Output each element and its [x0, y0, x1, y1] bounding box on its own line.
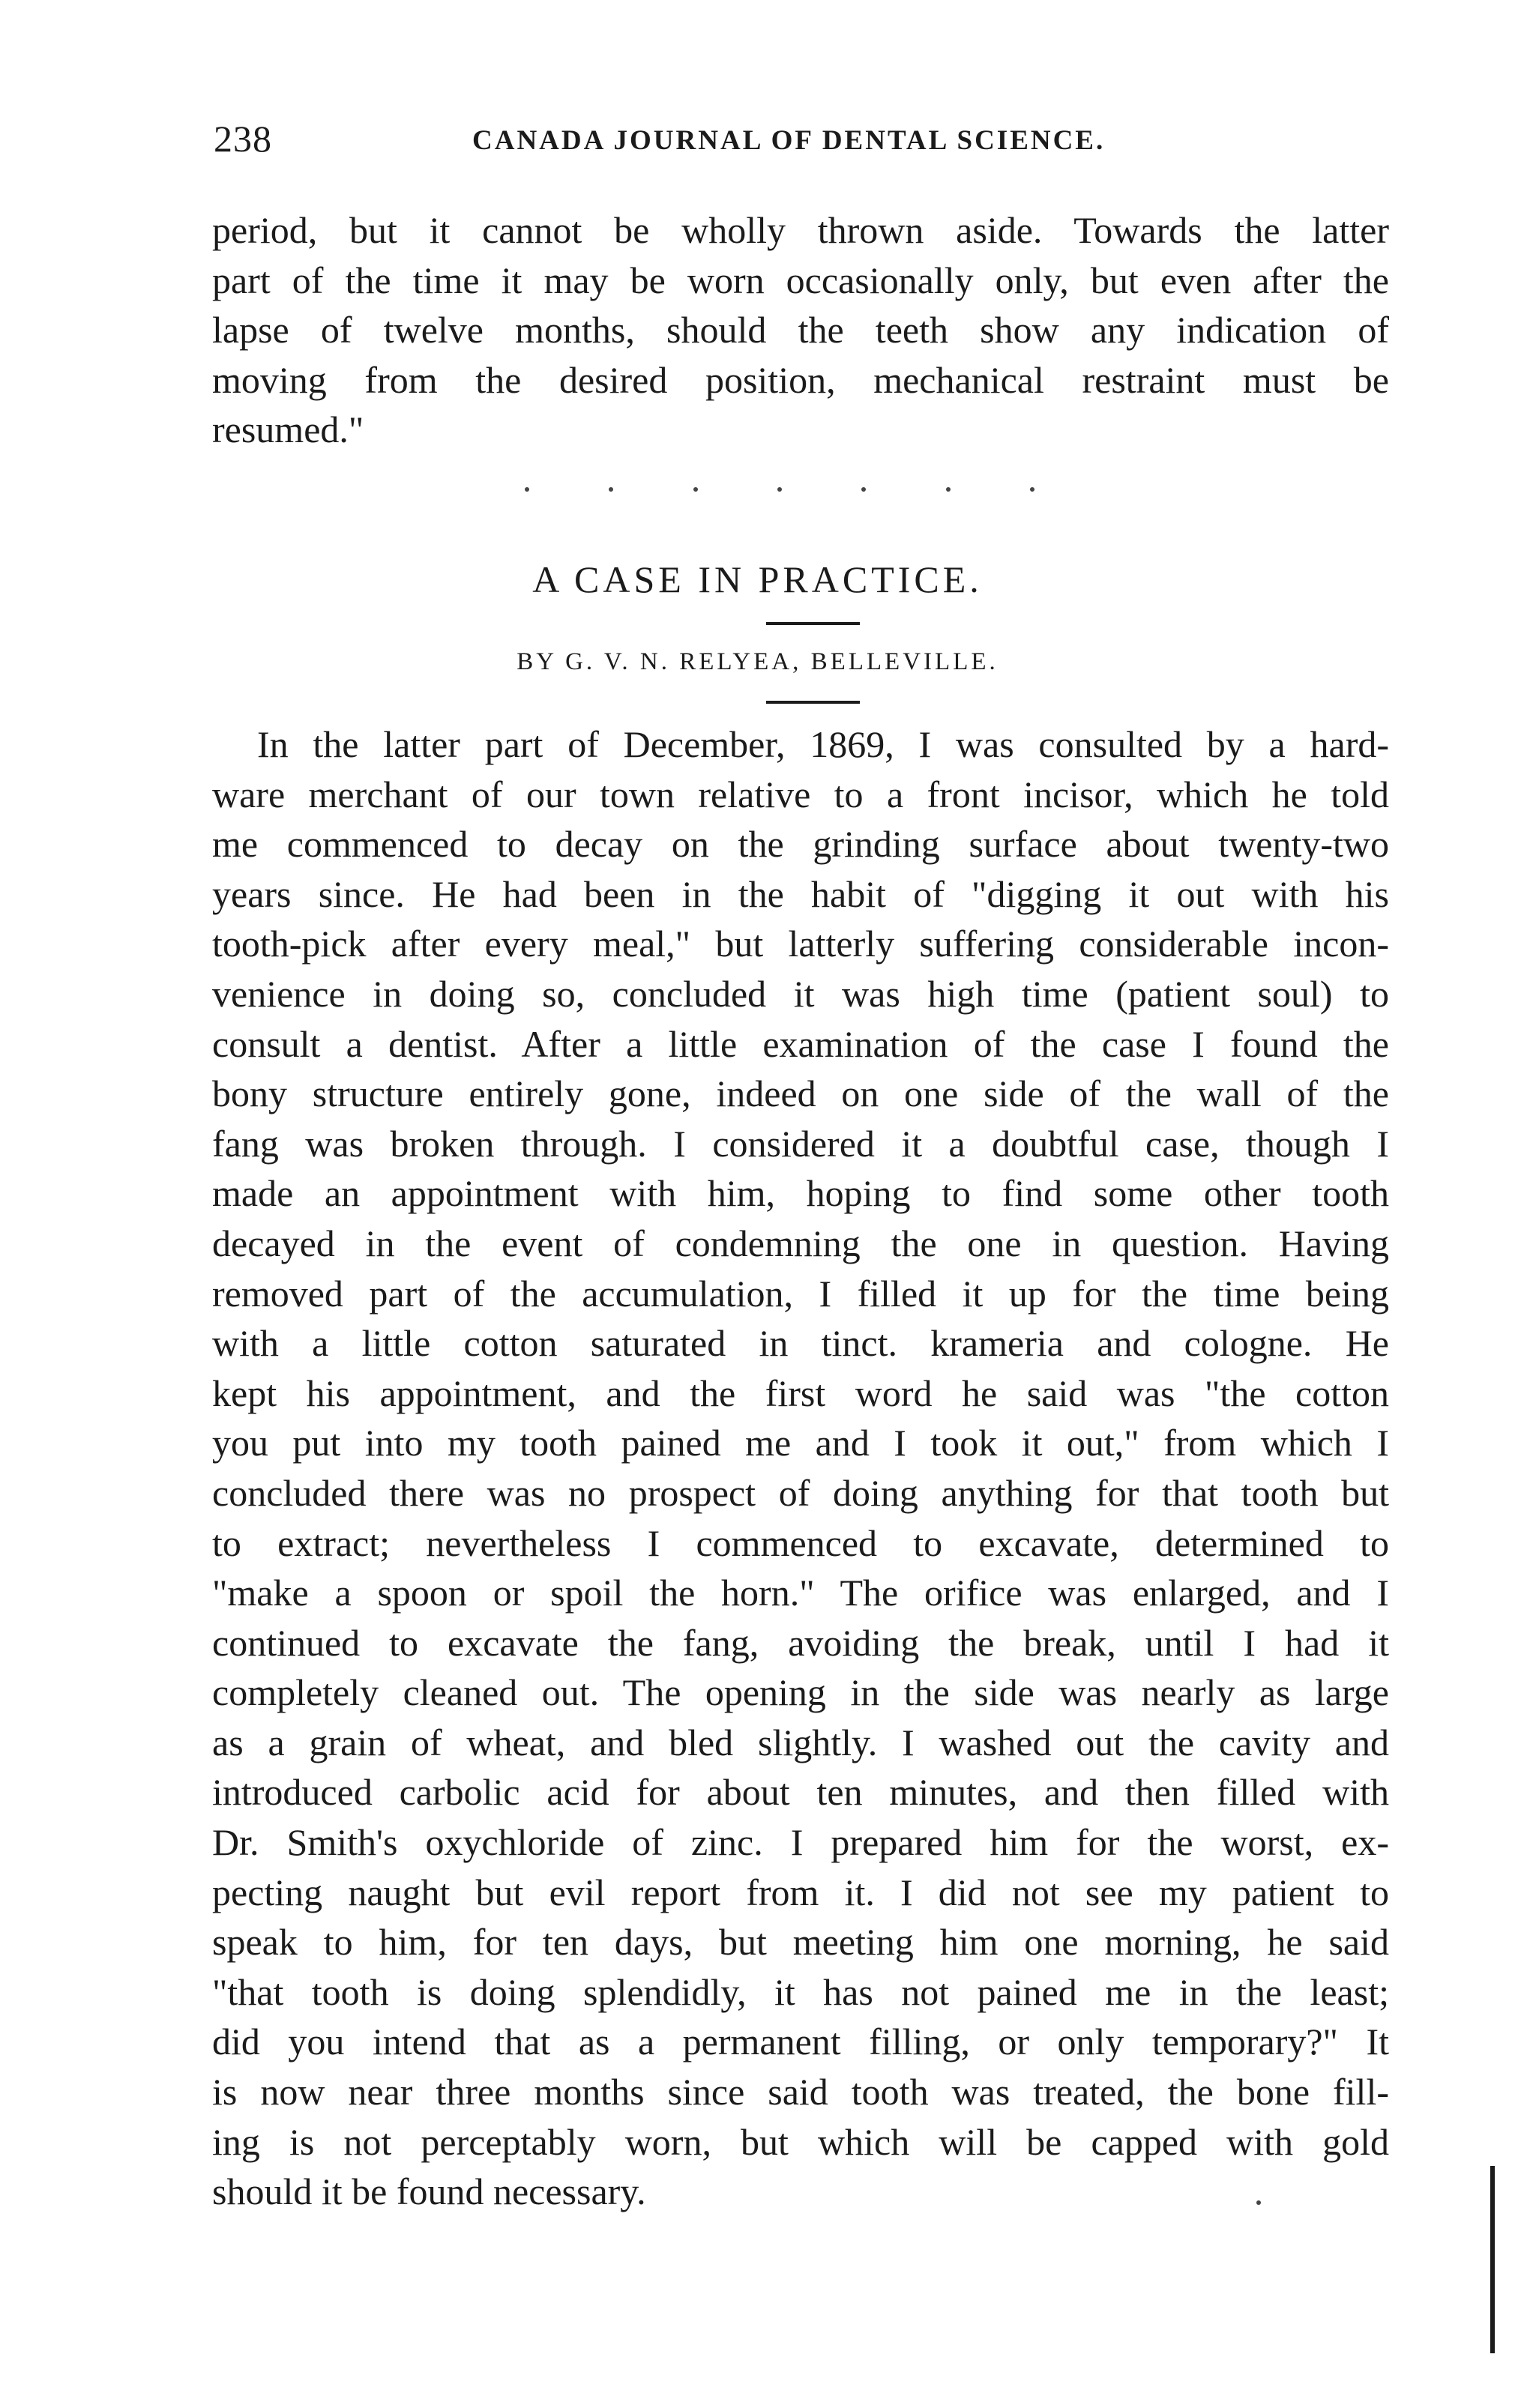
- text-line: did you intend that as a permanent filling, or only temporary?" It: [212, 2021, 1389, 2063]
- text-line: should it be found necessary.: [212, 2170, 646, 2213]
- article-title: A CASE IN PRACTICE.: [532, 558, 983, 600]
- title-rule: [766, 622, 860, 625]
- text-line: kept his appointment, and the first word he said was "the cotton: [212, 1372, 1389, 1414]
- article-byline: BY G. V. N. RELYEA, BELLEVILLE.: [516, 648, 999, 675]
- text-line: resumed.": [212, 408, 364, 451]
- scan-margin-mark: [1490, 2166, 1495, 2353]
- text-line: removed part of the accumulation, I filled it up for the time being: [212, 1272, 1389, 1315]
- text-line: "make a spoon or spoil the horn." The orifice was enlarged, and I: [212, 1572, 1389, 1614]
- text-line: tooth-pick after every meal," but latterly suffering considerable incon-: [212, 923, 1389, 965]
- print-speck: [1256, 2200, 1261, 2205]
- text-line: concluded there was no prospect of doing anything for that tooth but: [212, 1471, 1389, 1514]
- text-line: fang was broken through. I considered it a doubtful case, though I: [212, 1122, 1389, 1165]
- byline-rule: [766, 701, 860, 704]
- page-number: 238: [214, 118, 272, 160]
- separator-dot: [861, 487, 866, 492]
- section-separator-dots: [525, 487, 1034, 492]
- separator-dot: [693, 487, 698, 492]
- running-head: [214, 112, 1391, 165]
- text-line: consult a dentist. After a little examination of the case I found the: [212, 1022, 1389, 1065]
- article-body: [212, 719, 1389, 2217]
- text-line: pecting naught but evil report from it. I did not see my patient to: [212, 1871, 1389, 1913]
- text-line: venience in doing so, concluded it was high time (patient soul) to: [212, 972, 1389, 1015]
- text-line: is now near three months since said tooth was treated, the bone fill-: [212, 2071, 1389, 2113]
- separator-dot: [946, 487, 951, 492]
- text-line: to extract; nevertheless I commenced to excavate, determined to: [212, 1521, 1389, 1564]
- text-line: as a grain of wheat, and bled slightly. I washed out the cavity and: [212, 1721, 1389, 1763]
- text-line: decayed in the event of condemning the one in question. Having: [212, 1222, 1389, 1264]
- text-line: made an appointment with him, hoping to find some other tooth: [212, 1172, 1389, 1215]
- separator-dot: [1030, 487, 1034, 492]
- text-line: continued to excavate the fang, avoiding the break, until I had it: [212, 1621, 1389, 1664]
- text-line: Dr. Smith's oxychloride of zinc. I prepared him for the worst, ex-: [212, 1821, 1389, 1864]
- text-line: ware merchant of our town relative to a front incisor, which he told: [212, 773, 1389, 815]
- separator-dot: [525, 487, 529, 492]
- text-line: with a little cotton saturated in tinct. krameria and cologne. He: [212, 1322, 1389, 1365]
- text-line: introduced carbolic acid for about ten minutes, and then filled with: [212, 1771, 1389, 1814]
- continued-paragraph: [212, 205, 1389, 455]
- text-line: lapse of twelve months, should the teeth show any indication of: [212, 309, 1389, 351]
- text-line: In the latter part of December, 1869, I was consulted by a hard-: [257, 723, 1389, 765]
- text-line: you put into my tooth pained me and I took it out," from which I: [212, 1422, 1389, 1464]
- text-line: years since. He had been in the habit of "digging it out with his: [212, 872, 1389, 915]
- separator-dot: [609, 487, 613, 492]
- text-line: me commenced to decay on the grinding surface about twenty-two: [212, 823, 1389, 866]
- text-line: ing is not perceptably worn, but which will be capped with gold: [212, 2120, 1389, 2163]
- separator-dot: [777, 487, 782, 492]
- text-line: "that tooth is doing splendidly, it has not pained me in the least;: [212, 1970, 1389, 2013]
- text-line: part of the time it may be worn occasionally only, but even after the: [212, 259, 1389, 301]
- text-line: moving from the desired position, mechanical restraint must be: [212, 358, 1389, 401]
- text-line: speak to him, for ten days, but meeting him one morning, he said: [212, 1921, 1389, 1964]
- text-line: bony structure entirely gone, indeed on one side of the wall of the: [212, 1072, 1389, 1115]
- journal-title: CANADA JOURNAL OF DENTAL SCIENCE.: [472, 125, 1106, 156]
- text-line: period, but it cannot be wholly thrown aside. Towards the latter: [212, 209, 1389, 251]
- text-line: completely cleaned out. The opening in the side was nearly as large: [212, 1671, 1389, 1714]
